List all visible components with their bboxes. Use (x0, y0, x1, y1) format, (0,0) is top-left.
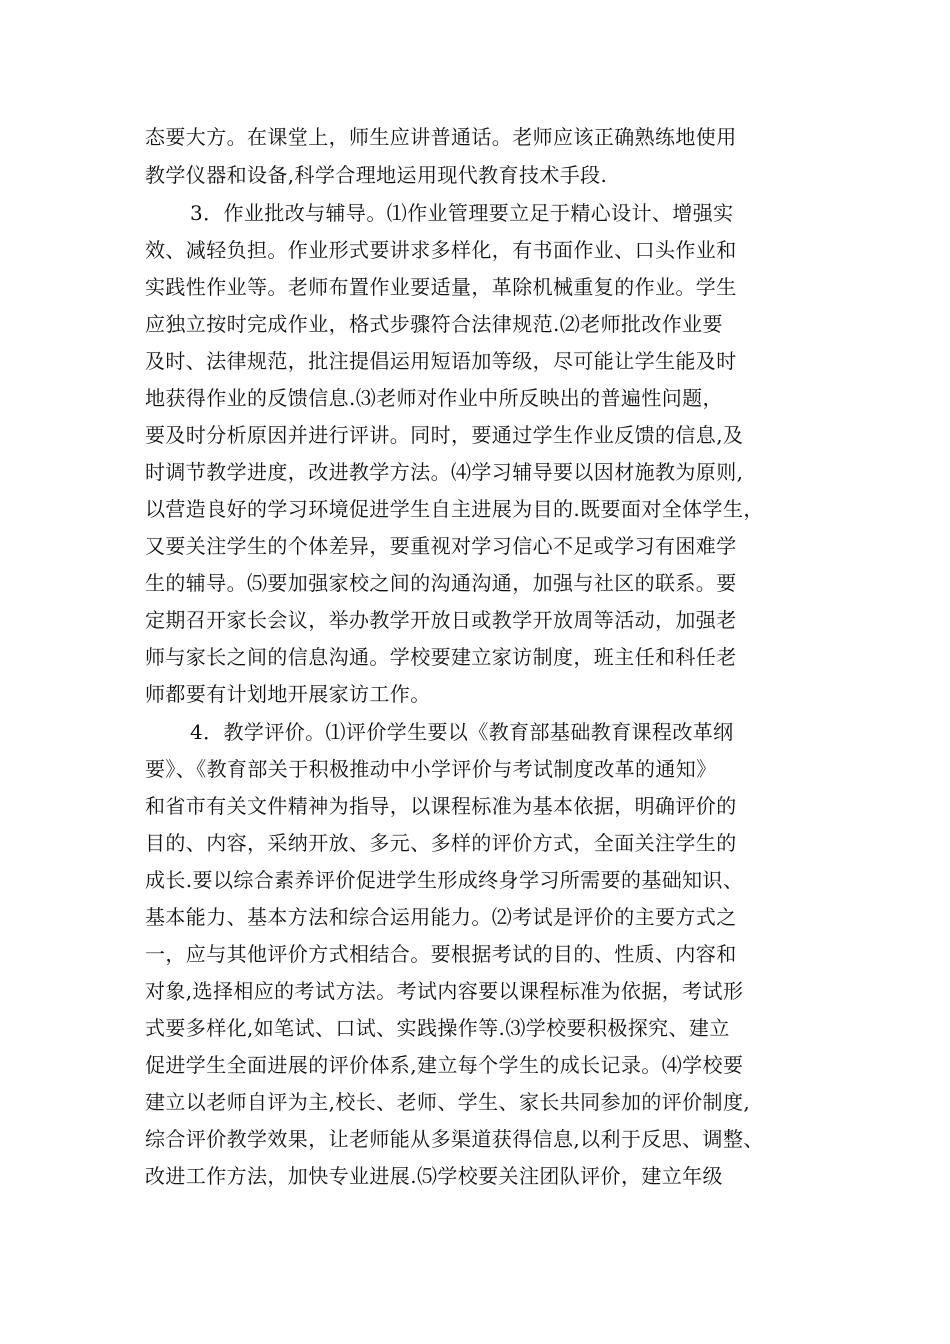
text-line: 基本能力、基本方法和综合运用能力。⑵考试是评价的主要方式之 (145, 905, 737, 929)
text-line: 目的、内容，采纳开放、多元、多样的评价方式，全面关注学生的 (145, 831, 737, 855)
text-line: 成长.要以综合素养评价促进学生形成终身学习所需要的基础知识、 (145, 868, 744, 892)
text-line: 定期召开家长会议，举办教学开放日或教学开放周等活动，加强老 (145, 608, 737, 632)
text-line: 建立以老师自评为主,校长、老师、学生、家长共同参加的评价制度, (145, 1090, 751, 1114)
text-line: 教学仪器和设备,科学合理地运用现代教育技术手段. (145, 163, 608, 187)
text-line: 生的辅导。⑸要加强家校之间的沟通沟通，加强与社区的联系。要 (145, 571, 737, 595)
text-line: 又要关注学生的个体差异，要重视对学习信心不足或学习有困难学 (145, 534, 737, 558)
text-line: 式要多样化,如笔试、口试、实践操作等.⑶学校要积极探究、建立 (145, 1016, 730, 1040)
section-heading-line: 4．教学评价。⑴评价学生要以《教育部基础教育课程改革纲 (190, 720, 734, 744)
text-line: 和省市有关文件精神为指导，以课程标准为基本依据，明确评价的 (145, 794, 737, 818)
section-heading-line: 3．作业批改与辅导。⑴作业管理要立足于精心设计、增强实 (190, 201, 734, 225)
text-line: 要及时分析原因并进行评讲。同时，要通过学生作业反馈的信息,及 (145, 423, 744, 447)
text-line: 地获得作业的反馈信息.⑶老师对作业中所反映出的普遍性问题， (145, 386, 723, 410)
text-line: 态要大方。在课堂上，师生应讲普通话。老师应该正确熟练地使用 (145, 125, 737, 149)
text-line: 促进学生全面进展的评价体系,建立每个学生的成长记录。⑷学校要 (145, 1053, 744, 1077)
text-line: 应独立按时完成作业，格式步骤符合法律规范.⑵老师批改作业要 (145, 312, 723, 336)
text-line: 效、减轻负担。作业形式要讲求多样化，有书面作业、口头作业和 (145, 238, 737, 262)
text-line: 对象,选择相应的考试方法。考试内容要以课程标准为依据，考试形 (145, 979, 744, 1003)
text-line: 及时、法律规范，批注提倡运用短语加等级，尽可能让学生能及时 (145, 349, 737, 373)
text-line: 综合评价教学效果，让老师能从多渠道获得信息,以利于反思、调整、 (145, 1127, 764, 1151)
text-line: 一，应与其他评价方式相结合。要根据考试的目的、性质、内容和 (145, 942, 737, 966)
text-line: 师与家长之间的信息沟通。学校要建立家访制度，班主任和科任老 (145, 645, 737, 669)
text-line: 改进工作方法，加快专业进展.⑸学校要关注团队评价，建立年级 (145, 1164, 723, 1188)
text-line: 以营造良好的学习环境促进学生自主进展为目的.既要面对全体学生， (145, 497, 764, 521)
text-line: 师都要有计划地开展家访工作。 (145, 682, 431, 706)
text-line: 要》、《教育部关于积极推动中小学评价与考试制度改革的通知》 (145, 757, 717, 781)
text-line: 时调节教学进度，改进教学方法。⑷学习辅导要以因材施教为原则, (145, 460, 744, 484)
text-line: 实践性作业等。老师布置作业要适量，革除机械重复的作业。学生 (145, 275, 737, 299)
